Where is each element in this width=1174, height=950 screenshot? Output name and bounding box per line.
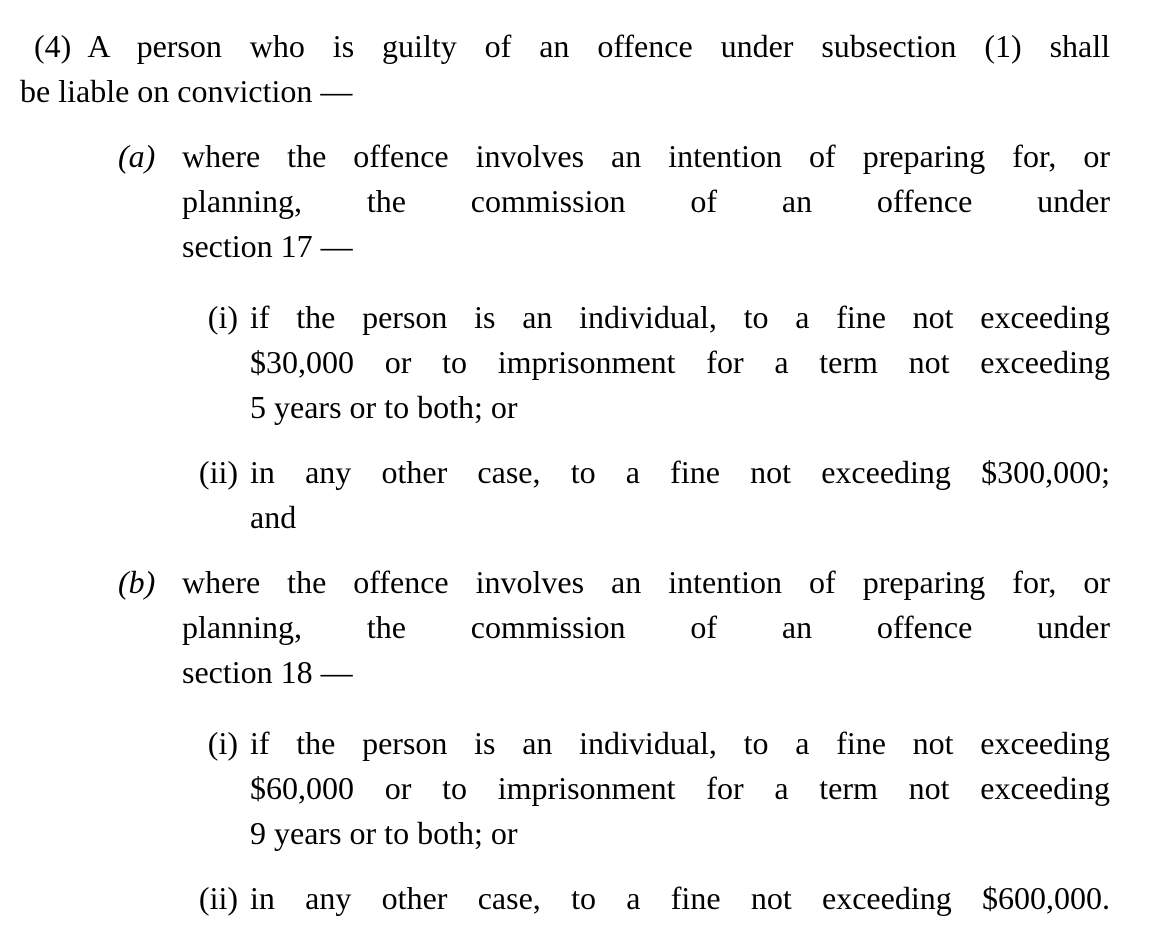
subparagraph-a-ii (20, 450, 1110, 540)
subparagraph-a-i (20, 295, 1110, 430)
subsection-4-line-2: be liable on conviction — (20, 73, 353, 109)
paragraph-a-line-3: section 17 — (182, 228, 353, 264)
subparagraph-b-i-line-2: $60,000 or to imprisonment for a term not exceeding (250, 770, 1110, 806)
subparagraph-b-i-line-1: if the person is an individual, to a fine not exceeding (250, 725, 1110, 761)
paragraph-b-line-1: where the offence involves an intention of preparing for, or (182, 564, 1110, 600)
paragraph-a-marker: (a) (118, 138, 156, 174)
subparagraph-b-ii (20, 876, 1110, 921)
subparagraph-b-i-line-3: 9 years or to both; or (250, 815, 518, 851)
statute-page (0, 24, 1174, 950)
subparagraph-a-i-line-3: 5 years or to both; or (250, 389, 518, 425)
subsection-4 (20, 24, 1110, 114)
subparagraph-a-ii-marker: (ii) (198, 454, 238, 490)
paragraph-b-line-2: planning, the commission of an offence under (182, 609, 1110, 645)
subparagraph-b-ii-line-1: in any other case, to a fine not exceeding $600,000. (250, 880, 1110, 916)
paragraph-a-line-2: planning, the commission of an offence under (182, 183, 1110, 219)
subparagraph-a-ii-line-2: and (250, 499, 297, 535)
subsection-4-line-1: (4) A person who is guilty of an offence under subsection (1) shall (34, 28, 1110, 64)
paragraph-b (20, 560, 1110, 695)
subparagraph-b-i-marker: (i) (207, 725, 238, 761)
paragraph-b-marker: (b) (118, 564, 156, 600)
paragraph-b-line-3: section 18 — (182, 654, 353, 690)
subparagraph-a-ii-line-1: in any other case, to a fine not exceeding $300,000; (250, 454, 1110, 490)
subparagraph-b-i (20, 721, 1110, 856)
subparagraph-a-i-line-1: if the person is an individual, to a fine not exceeding (250, 299, 1110, 335)
subparagraph-a-i-marker: (i) (207, 299, 238, 335)
paragraph-a (20, 134, 1110, 269)
paragraph-a-line-1: where the offence involves an intention of preparing for, or (182, 138, 1110, 174)
subparagraph-a-i-line-2: $30,000 or to imprisonment for a term not exceeding (250, 344, 1110, 380)
subparagraph-b-ii-marker: (ii) (198, 880, 238, 916)
